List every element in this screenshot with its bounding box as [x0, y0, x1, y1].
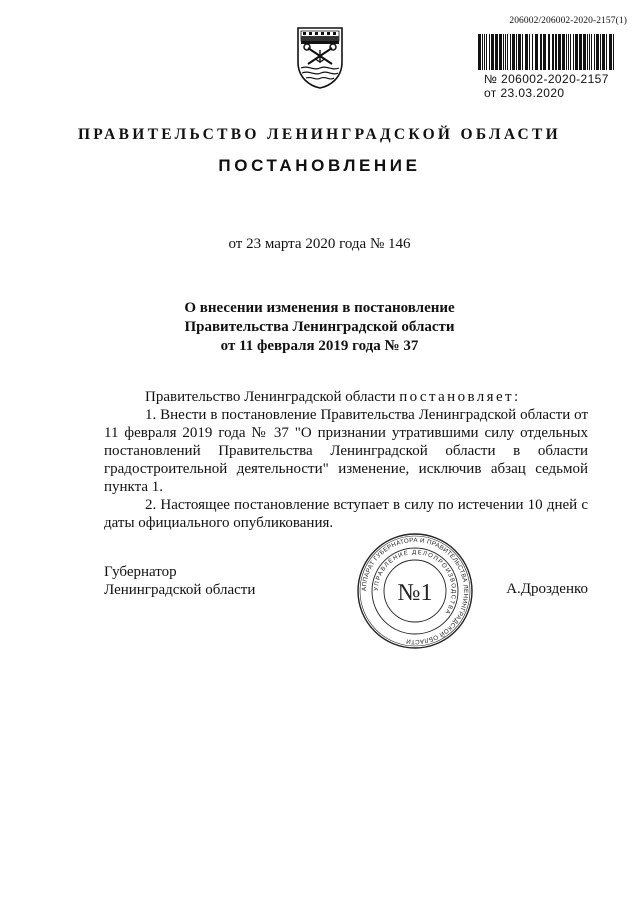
barcode-bar [522, 34, 523, 70]
barcode-bar [591, 34, 592, 70]
barcode-bar [510, 34, 511, 70]
barcode-bar [594, 34, 595, 70]
barcode-bar [600, 34, 601, 70]
signatory-position-line-2: Ленинградской области [104, 582, 256, 598]
barcode-bar [484, 34, 485, 70]
barcode-bar [573, 34, 574, 70]
government-title: ПРАВИТЕЛЬСТВО ЛЕНИНГРАДСКОЙ ОБЛАСТИ [77, 126, 562, 143]
registration-date: от 23.03.2020 [484, 86, 565, 100]
barcode-bar [613, 34, 614, 70]
barcode-bar [525, 34, 528, 70]
stamp-outer-text: АППАРАТ ГУБЕРНАТОРА И ПРАВИТЕЛЬСТВА ЛЕНИНГРАДСКОЙ ОБЛАСТИ [360, 536, 470, 646]
barcode-bar [540, 34, 542, 70]
document-subject [0, 299, 639, 356]
barcode-bar [558, 34, 561, 70]
barcode-bar [535, 34, 538, 70]
barcode-bar [507, 34, 508, 70]
signatory-name: А.Дрозденко [506, 581, 588, 597]
barcode-bar [579, 34, 582, 70]
barcode-bar [602, 34, 605, 70]
barcode-bar [555, 34, 557, 70]
subject-line-1: О внесении изменения в постановление [184, 300, 455, 316]
document-code: 206002/206002-2020-2157(1) [509, 16, 627, 26]
barcode-bar [518, 34, 521, 70]
barcode-bar [486, 34, 487, 70]
subject-line-3: от 11 февраля 2019 года № 37 [220, 338, 419, 354]
barcode-bar [596, 34, 599, 70]
subject-line-2: Правительства Ленинградской области [184, 319, 455, 335]
barcode-bar [503, 34, 504, 70]
signatory-position-line-1: Губернатор [104, 564, 177, 580]
official-stamp [356, 532, 474, 650]
item-2: 2. Настоящее постановление вступает в силу по истечении 10 дней с даты официального опубликования. [104, 497, 588, 531]
barcode-bar [575, 34, 578, 70]
barcode-bar [516, 34, 517, 70]
barcode-bar [583, 34, 586, 70]
barcode-bar [570, 34, 571, 70]
registration-number: № 206002-2020-2157 [484, 72, 609, 86]
barcode-bar [548, 34, 550, 70]
barcode-bar [529, 34, 530, 70]
barcode-bar [587, 34, 588, 70]
barcode-bar [478, 34, 481, 70]
barcode-bar [495, 34, 498, 70]
barcode-bar [566, 34, 567, 70]
preamble-verb: постановляет: [399, 389, 521, 405]
barcode-bar [482, 34, 483, 70]
barcode-bar [532, 34, 533, 70]
barcode-bar [568, 34, 569, 70]
coat-of-arms-icon [296, 26, 344, 90]
barcode-bar [489, 34, 490, 70]
barcode-bar [552, 34, 554, 70]
document-type: ПОСТАНОВЛЕНИЕ [218, 156, 421, 175]
barcode-bar [606, 34, 607, 70]
item-1: 1. Внести в постановление Правительства Ленинградской области от 11 февраля 2019 года № 37 "О признании утратившими силу отдельных постановлений Правительства Ленинградской области в области градостроительной деятельности" изменение, исключив абзац седьмой пункта 1. [104, 407, 588, 495]
barcode-bar [609, 34, 612, 70]
preamble [104, 388, 588, 406]
stamp-inner-text: УПРАВЛЕНИЕ ДЕЛОПРОИЗВОДСТВА [373, 549, 457, 616]
preamble-lead: Правительство Ленинградской области [145, 389, 396, 405]
barcode-bar [499, 34, 502, 70]
barcode-bar [491, 34, 494, 70]
barcode-icon [477, 34, 618, 70]
stamp-number: №1 [397, 580, 433, 606]
barcode-bar [543, 34, 546, 70]
document-body [104, 388, 588, 532]
barcode-bar [505, 34, 506, 70]
signatory-position [104, 563, 255, 599]
barcode-bar [562, 34, 565, 70]
document-date-number: от 23 марта 2020 года № 146 [228, 236, 411, 252]
barcode-bar [512, 34, 515, 70]
barcode-bar [589, 34, 590, 70]
